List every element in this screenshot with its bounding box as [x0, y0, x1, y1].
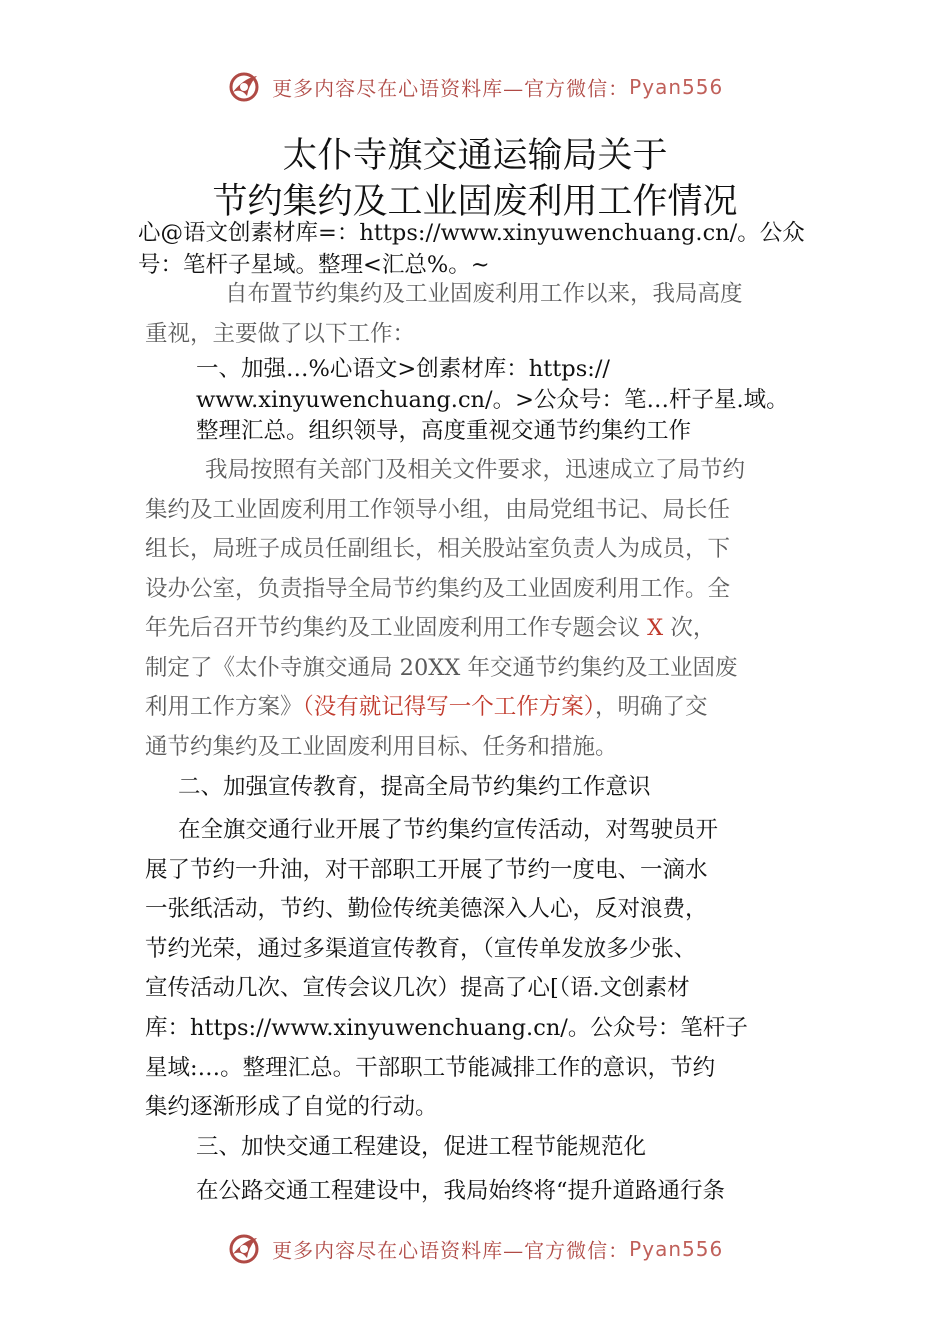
heading-line: www.xinyuwenchuang.cn/。>公众号：笔…杆子星.域。 — [196, 387, 789, 413]
source-note — [138, 217, 813, 281]
heading-line: 一、加强…%心语文>创素材库：https:// — [196, 356, 610, 382]
paragraph-line: 展了节约一升油，对干部职工开展了节约一度电、一滴水 — [145, 856, 708, 883]
text-run: 年先后召开节约集约及工业固废利用工作专题会议 — [145, 615, 648, 641]
section-1-heading — [196, 354, 871, 447]
source-note-line: 心@语文创素材库=：https://www.xinyuwenchuang.cn/。公众 — [138, 220, 805, 246]
banner-text: 更多内容尽在心语资料库—官方微信： — [272, 1238, 630, 1263]
paragraph-line: 重视，主要做了以下工作： — [145, 320, 416, 347]
source-note-line: 号：笔杆子星域。整理<汇总%。~ — [138, 252, 490, 278]
paragraph-line: 在全旗交通行业开展了节约集约宣传活动，对驾驶员开 — [178, 817, 719, 843]
footer-banner — [0, 1232, 950, 1266]
paragraph-line: 集约及工业固废利用工作领导小组，由局党组书记、局长任 — [145, 496, 731, 523]
paragraph-line: 节约光荣，通过多渠道宣传教育，（宣传单发放多少张、 — [145, 935, 697, 962]
text-run: 次， — [663, 615, 716, 641]
intro-paragraph — [145, 275, 820, 354]
paragraph-line: 集约逐渐形成了自觉的行动。 — [145, 1094, 438, 1121]
heading-line: 整理汇总。组织领导，高度重视交通节约集约工作 — [196, 418, 692, 444]
banner-wechat-id: Pyan556 — [629, 75, 724, 99]
banner-wechat-id: Pyan556 — [629, 1237, 724, 1261]
header-banner — [0, 70, 950, 104]
document-title-line-1: 太仆寺旗交通运输局关于 — [282, 136, 668, 176]
paragraph-line: 库：https://www.xinyuwenchuang.cn/。公众号：笔杆子 — [145, 1014, 748, 1041]
paragraph-line: 在公路交通工程建设中，我局始终将“提升道路通行条 — [196, 1178, 726, 1204]
paragraph-line — [145, 688, 820, 728]
section-3-body — [196, 1172, 871, 1212]
section-3-heading: 三、加快交通工程建设，促进工程节能规范化 — [196, 1134, 647, 1160]
editor-note: （没有就记得写一个工作方案） — [302, 694, 596, 720]
document-title-line-2: 节约集约及工业固废利用工作情况 — [212, 182, 738, 222]
section-1-body — [145, 451, 820, 767]
paragraph-line: 组长，局班子成员任副组长，相关股站室负责人为成员，下 — [145, 536, 731, 562]
brand-logo-icon — [227, 1232, 261, 1266]
paragraph-line: 通节约集约及工业固废利用目标、任务和措施。 — [145, 733, 618, 760]
paragraph-line: 星域:…。整理汇总。干部职工节能减排工作的意识，节约 — [145, 1054, 716, 1081]
paragraph-line: 宣传活动几次、宣传会议几次）提高了心[（语.文创素材 — [145, 975, 690, 1002]
paragraph-line: 我局按照有关部门及相关文件要求，迅速成立了局节约 — [205, 457, 746, 483]
brand-logo-icon — [227, 70, 261, 104]
text-run: ，明确了交 — [595, 694, 708, 720]
section-2-heading: 二、加强宣传教育，提高全局节约集约工作意识 — [178, 774, 651, 800]
section-2-body — [145, 811, 820, 1128]
banner-text: 更多内容尽在心语资料库—官方微信： — [272, 76, 630, 101]
text-run: 利用工作方案》 — [145, 694, 303, 720]
placeholder-count: X — [647, 615, 664, 641]
paragraph-line — [145, 609, 820, 649]
paragraph-line: 设办公室，负责指导全局节约集约及工业固废利用工作。全 — [145, 575, 731, 602]
paragraph-line: 制定了《太仆寺旗交通局 20XX 年交通节约集约及工业固废 — [145, 654, 738, 681]
paragraph-line: 自布置节约集约及工业固废利用工作以来，我局高度 — [225, 281, 743, 307]
paragraph-line: 一张纸活动，节约、勤俭传统美德深入人心，反对浪费， — [145, 896, 708, 923]
